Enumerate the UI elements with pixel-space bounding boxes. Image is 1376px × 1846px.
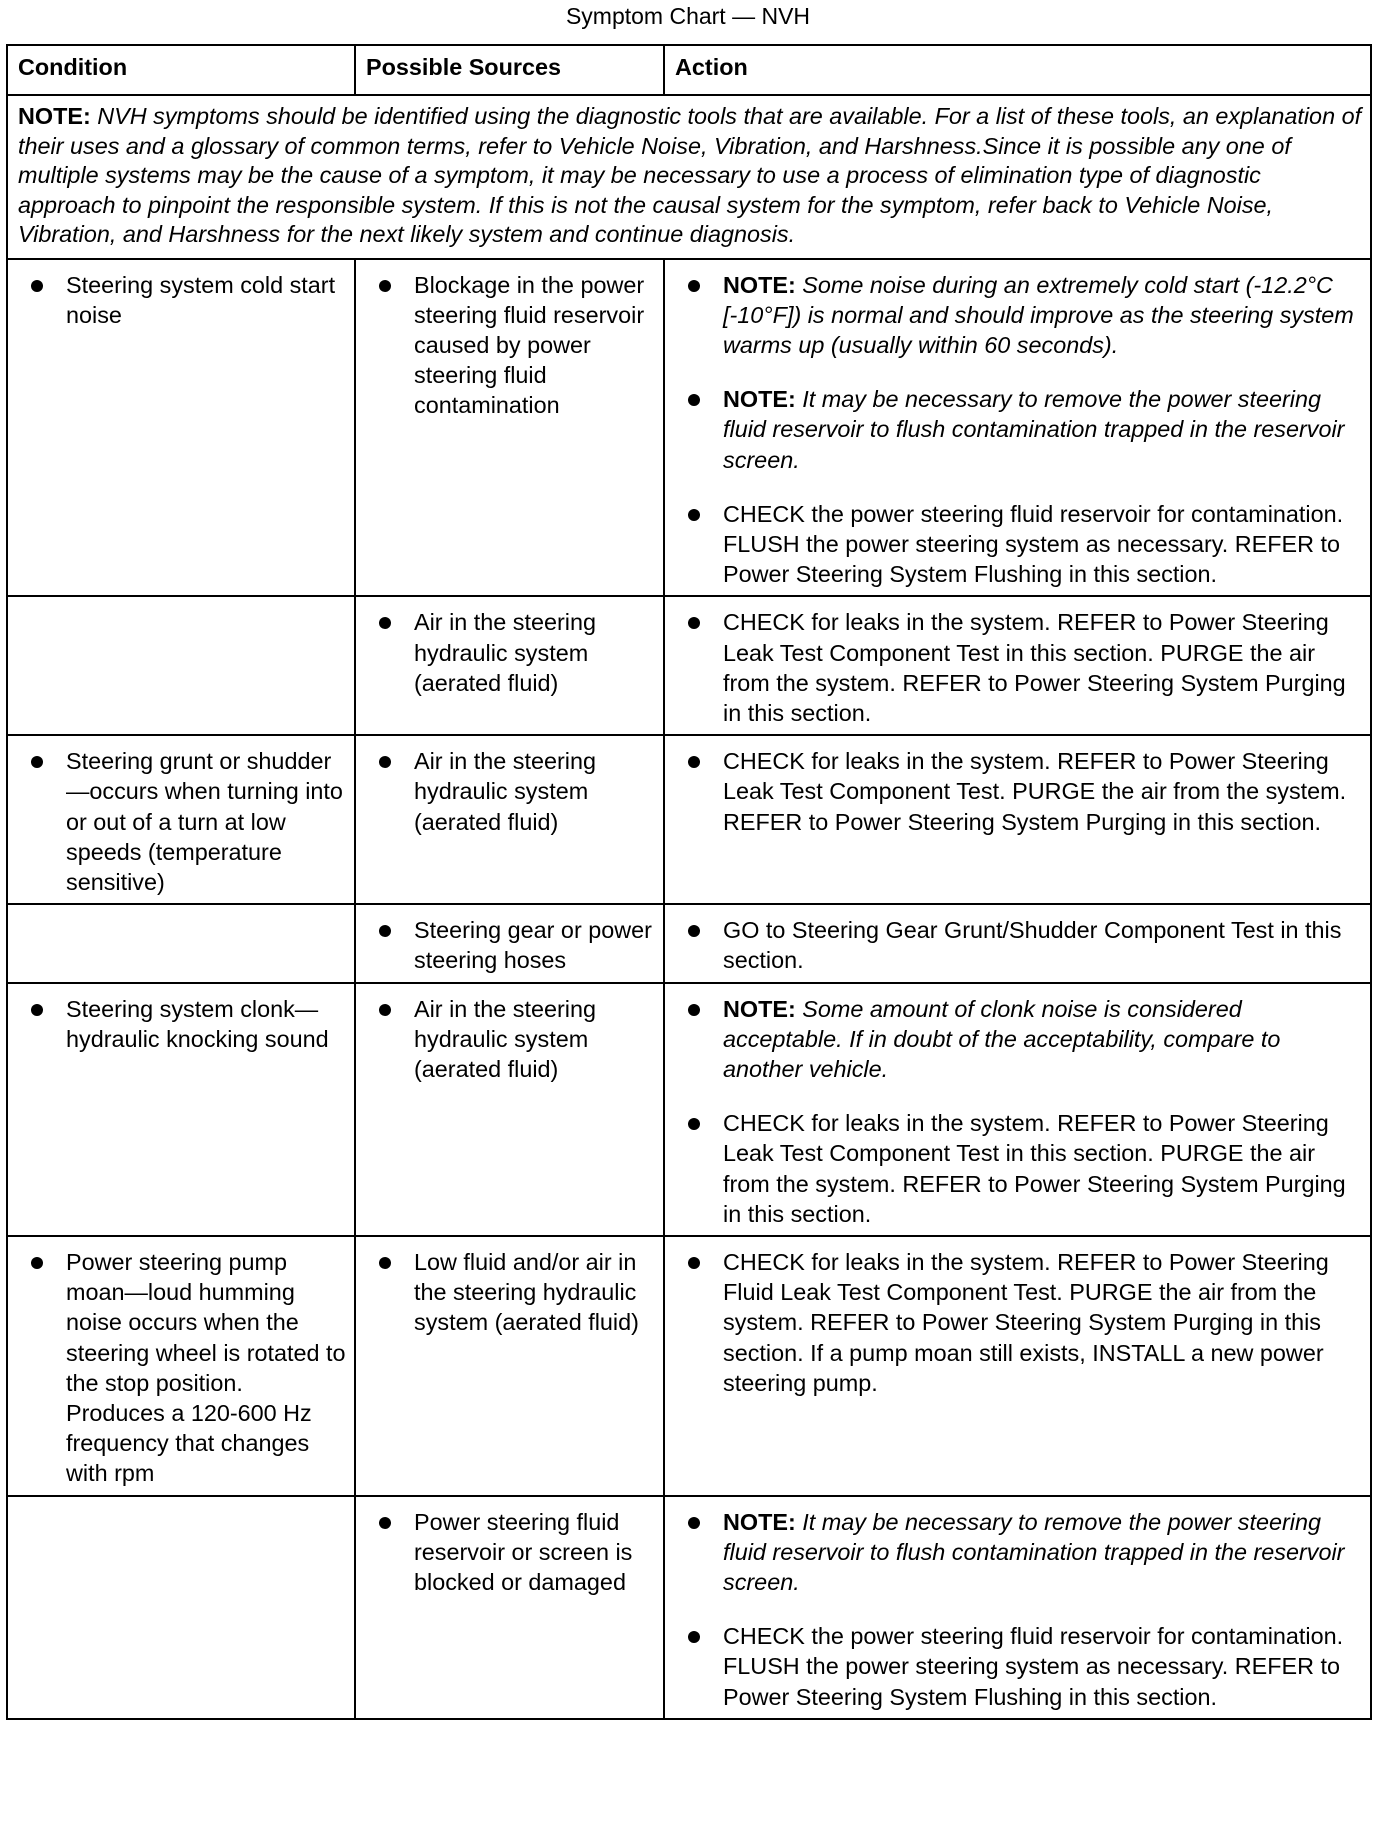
possible-source-cell [355,904,664,982]
possible-source-cell [355,1236,664,1496]
general-note [7,95,1371,259]
action-cell [664,983,1371,1236]
condition-cell [7,735,355,904]
condition-text: Steering system cold start noise [18,270,346,330]
condition-cell [7,259,355,597]
action-item [675,1108,1362,1229]
action-item [675,499,1362,590]
possible-source-text: Air in the steering hydraulic system (aerated fluid) [366,746,655,837]
action-note-lead: NOTE: [723,271,796,298]
action-item [675,915,1362,975]
table-row [7,904,1371,982]
action-item [675,994,1362,1085]
table-row [7,596,1371,735]
action-item [675,270,1362,361]
action-text: CHECK for leaks in the system. REFER to Power Steering Leak Test Component Test. PURGE the air from the system. REFER to Power Steering System Purging in this section. [723,748,1347,835]
action-item [675,746,1362,837]
condition-text: Steering grunt or shudder—occurs when turning into or out of a turn at low speeds (temperature sensitive) [18,746,346,897]
condition-cell [7,983,355,1236]
note-row [7,95,1371,259]
action-cell [664,1496,1371,1719]
condition-cell [7,1236,355,1496]
table-row [7,259,1371,597]
possible-source-text: Low fluid and/or air in the steering hydraulic system (aerated fluid) [366,1247,655,1338]
chart-body [7,95,1371,1719]
column-header-possible-sources: Possible Sources [355,45,664,95]
action-note-lead: NOTE: [723,386,796,413]
action-cell [664,735,1371,904]
table-row [7,983,1371,1236]
action-item [675,607,1362,728]
action-cell [664,904,1371,982]
action-note-text: It may be necessary to remove the power steering fluid reservoir to flush contamination trapped in the reservoir screen. [723,1508,1345,1596]
possible-source-cell [355,1496,664,1719]
possible-source-text: Air in the steering hydraulic system (aerated fluid) [366,994,655,1085]
page-title: Symptom Chart — NVH [565,3,811,29]
action-cell [664,596,1371,735]
action-text: CHECK for leaks in the system. REFER to Power Steering Leak Test Component Test in this section. PURGE the air from the system. REFER to Power Steering System Purging in this section. [723,609,1346,726]
note-lead: NOTE: [18,103,91,129]
symptom-chart-table [6,44,1372,1720]
condition-cell [7,1496,355,1719]
action-cell [664,1236,1371,1496]
action-item [675,384,1362,475]
action-note-text: Some noise during an extremely cold start (-12.2°C [-10°F]) is normal and should improve as the steering system warms up (usually within 60 seconds). [723,271,1354,358]
table-row [7,1236,1371,1496]
possible-source-cell [355,596,664,735]
action-note-text: It may be necessary to remove the power steering fluid reservoir to flush contamination trapped in the reservoir screen. [723,386,1345,473]
table-row [7,735,1371,904]
note-text: NVH symptoms should be identified using the diagnostic tools that are available. For a list of these tools, an explanation of their uses and a glossary of common terms, refer to Vehicle Noise, Vibration, and Harshness.Since it is possible any one of multiple systems may be the cause of a symptom, it may be necessary to use a process of elimination type of diagnostic approach to pinpoint the responsible system. If this is not the causal system for the symptom, refer back to Vehicle Noise, Vibration, and Harshness for the next likely system and continue diagnosis. [18,103,1362,247]
action-item [675,1247,1362,1398]
table-row [7,1496,1371,1719]
action-text: CHECK the power steering fluid reservoir for contamination. FLUSH the power steering system as necessary. REFER to Power Steering System Flushing in this section. [723,500,1344,588]
condition-text: Steering system clonk—hydraulic knocking sound [18,994,346,1054]
possible-source-cell [355,259,664,597]
possible-source-cell [355,735,664,904]
action-text: GO to Steering Gear Grunt/Shudder Component Test in this section. [723,917,1342,974]
possible-source-text: Air in the steering hydraulic system (aerated fluid) [366,607,655,698]
possible-source-text: Blockage in the power steering fluid reservoir caused by power steering fluid contamination [366,270,655,421]
action-note-text: Some amount of clonk noise is considered acceptable. If in doubt of the acceptability, compare to another vehicle. [723,995,1281,1082]
header-row [7,45,1371,95]
condition-cell [7,904,355,982]
action-text: CHECK the power steering fluid reservoir for contamination. FLUSH the power steering system as necessary. REFER to Power Steering System Flushing in this section. [723,1623,1344,1710]
possible-source-cell [355,983,664,1236]
condition-cell [7,596,355,735]
action-text: CHECK for leaks in the system. REFER to Power Steering Fluid Leak Test Component Test. PURGE the air from the system. REFER to Power Steering System Purging in this section. If a pump moan still exists, INSTALL a new power steering pump. [723,1248,1329,1396]
action-note-lead: NOTE: [723,1508,796,1535]
action-item [675,1621,1362,1712]
action-cell [664,259,1371,597]
column-header-action: Action [664,45,1371,95]
condition-text: Power steering pump moan—loud humming noise occurs when the steering wheel is rotated to the stop position. Produces a 120-600 Hz frequency that changes with rpm [18,1247,346,1489]
action-item [675,1507,1362,1598]
action-note-lead: NOTE: [723,995,796,1022]
possible-source-text: Steering gear or power steering hoses [366,915,655,975]
possible-source-text: Power steering fluid reservoir or screen is blocked or damaged [366,1507,655,1598]
action-text: CHECK for leaks in the system. REFER to Power Steering Leak Test Component Test in this section. PURGE the air from the system. REFER to Power Steering System Purging in this section. [723,1110,1346,1227]
column-header-condition: Condition [7,45,355,95]
